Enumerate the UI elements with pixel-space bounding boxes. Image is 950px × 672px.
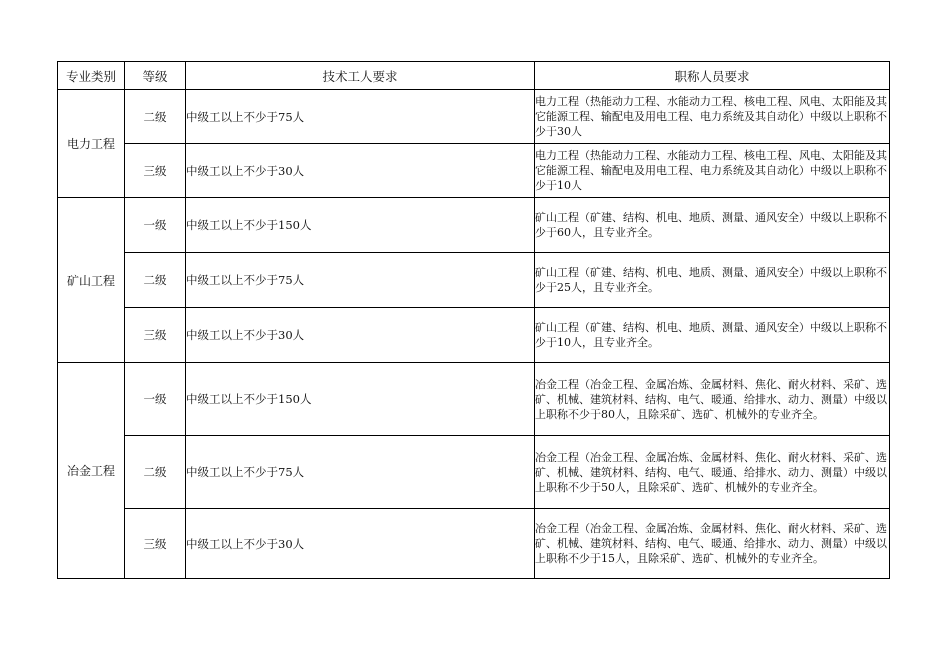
title-requirement-text: 矿山工程（矿建、结构、机电、地质、测量、通风安全）中级以上职称不少于60人，且专业齐全。 [535,211,887,239]
grade-cell: 一级 [125,363,186,436]
table-row [58,90,890,144]
tech-requirement-cell: 中级工以上不少于30人 [186,144,535,198]
grade-cell: 三级 [125,509,186,579]
table-row [58,308,890,363]
title-requirement-cell [535,509,890,579]
grade-cell: 二级 [125,253,186,308]
grade-cell: 二级 [125,90,186,144]
title-requirement-cell [535,436,890,509]
requirements-table [57,61,890,579]
table-row [58,144,890,198]
table-row [58,363,890,436]
table-row [58,253,890,308]
header-tech: 技术工人要求 [186,62,535,90]
header-category: 专业类别 [58,62,125,90]
header-row [58,62,890,90]
category-cell: 冶金工程 [58,363,125,579]
tech-requirement-cell: 中级工以上不少于150人 [186,198,535,253]
tech-requirement-cell: 中级工以上不少于150人 [186,363,535,436]
table-row [58,436,890,509]
title-requirement-text: 冶金工程（冶金工程、金属冶炼、金属材料、焦化、耐火材料、采矿、选矿、机械、建筑材料、结构、电气、暖通、给排水、动力、测量）中级以上职称不少于50人，且除采矿、选矿、机械外的专业齐全。 [535,450,887,494]
title-requirement-cell [535,308,890,363]
category-cell: 矿山工程 [58,198,125,363]
title-requirement-cell [535,253,890,308]
tech-requirement-cell: 中级工以上不少于75人 [186,253,535,308]
title-requirement-cell [535,144,890,198]
title-requirement-text: 冶金工程（冶金工程、金属冶炼、金属材料、焦化、耐火材料、采矿、选矿、机械、建筑材料、结构、电气、暖通、给排水、动力、测量）中级以上职称不少于80人，且除采矿、选矿、机械外的专业齐全。 [535,377,887,421]
tech-requirement-cell: 中级工以上不少于75人 [186,90,535,144]
category-cell: 电力工程 [58,90,125,198]
grade-cell: 三级 [125,144,186,198]
tech-requirement-cell: 中级工以上不少于75人 [186,436,535,509]
grade-cell: 一级 [125,198,186,253]
title-requirement-text: 电力工程（热能动力工程、水能动力工程、核电工程、风电、太阳能及其它能源工程、输配电及用电工程、电力系统及其自动化）中级以上职称不少于10人 [535,149,887,192]
table-row [58,198,890,253]
header-title: 职称人员要求 [535,62,890,90]
title-requirement-cell [535,90,890,144]
title-requirement-cell [535,363,890,436]
title-requirement-text: 矿山工程（矿建、结构、机电、地质、测量、通风安全）中级以上职称不少于10人，且专业齐全。 [535,321,887,349]
grade-cell: 二级 [125,436,186,509]
tech-requirement-cell: 中级工以上不少于30人 [186,308,535,363]
title-requirement-text: 电力工程（热能动力工程、水能动力工程、核电工程、风电、太阳能及其它能源工程、输配电及用电工程、电力系统及其自动化）中级以上职称不少于30人 [535,95,887,138]
title-requirement-cell [535,198,890,253]
header-grade: 等级 [125,62,186,90]
title-requirement-text: 冶金工程（冶金工程、金属冶炼、金属材料、焦化、耐火材料、采矿、选矿、机械、建筑材料、结构、电气、暖通、给排水、动力、测量）中级以上职称不少于15人，且除采矿、选矿、机械外的专业齐全。 [535,522,887,565]
tech-requirement-cell: 中级工以上不少于30人 [186,509,535,579]
grade-cell: 三级 [125,308,186,363]
table-row [58,509,890,579]
title-requirement-text: 矿山工程（矿建、结构、机电、地质、测量、通风安全）中级以上职称不少于25人，且专业齐全。 [535,266,887,294]
